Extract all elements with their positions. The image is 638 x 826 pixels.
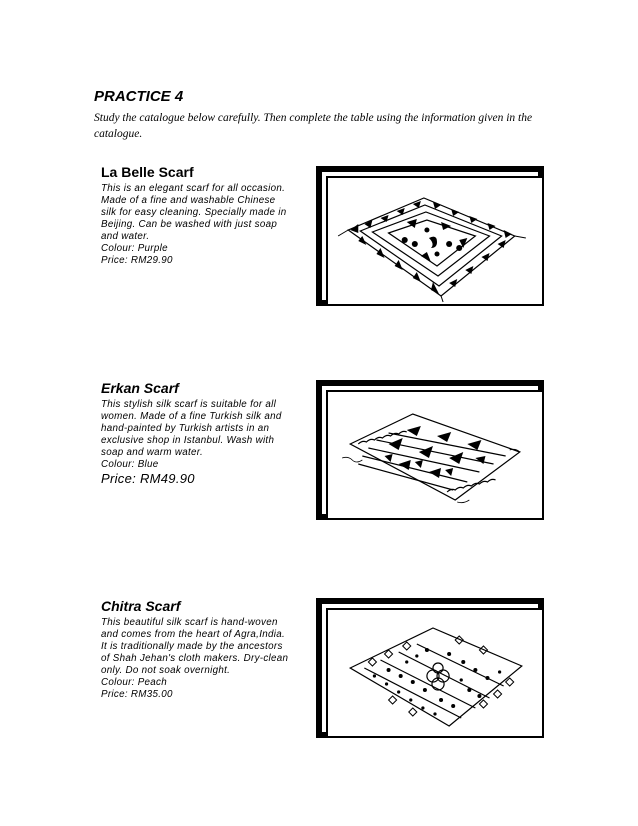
product-image-frame xyxy=(316,380,544,520)
product-la-belle xyxy=(0,164,638,334)
product-info xyxy=(101,598,291,701)
product-info xyxy=(101,380,291,487)
product-description: This beautiful silk scarf is hand-woven and comes from the heart of Agra,India. It is traditionally made by the ancestors of Shah Jehan's cloth makers. Dry-clean only. Do not soak overnight. xyxy=(101,617,289,676)
product-description: This stylish silk scarf is suitable for all women. Made of a fine Turkish silk and hand-painted by Turkish artists in an exclusive shop in Istanbul. Wash with soap and warm water. xyxy=(101,399,282,458)
product-price: Price: RM35.00 xyxy=(101,689,173,700)
instructions: Study the catalogue below carefully. Then complete the table using the information given in the catalogue. xyxy=(94,112,533,140)
product-erkan xyxy=(0,380,638,550)
product-image-frame xyxy=(316,166,544,306)
product-name: Erkan Scarf xyxy=(101,380,179,396)
product-image-frame xyxy=(316,598,544,738)
product-info xyxy=(101,164,291,267)
product-description: This is an elegant scarf for all occasion. Made of a fine and washable Chinese silk for easy cleaning. Specially made in Beijing. Can be washed with just soap and water. xyxy=(101,183,287,242)
product-name: Chitra Scarf xyxy=(101,598,181,614)
product-price: Price: RM29.90 xyxy=(101,255,173,266)
product-name: La Belle Scarf xyxy=(101,164,194,180)
geometric-scarf-illustration xyxy=(326,176,544,306)
floral-scarf-illustration xyxy=(326,608,544,738)
page-title: PRACTICE 4 xyxy=(94,88,184,105)
product-colour: Colour: Peach xyxy=(101,677,167,688)
product-chitra xyxy=(0,598,638,768)
product-colour: Colour: Purple xyxy=(101,243,168,254)
product-price: Price: RM49.90 xyxy=(101,471,195,486)
striped-scarf-illustration xyxy=(326,390,544,520)
product-colour: Colour: Blue xyxy=(101,459,159,470)
